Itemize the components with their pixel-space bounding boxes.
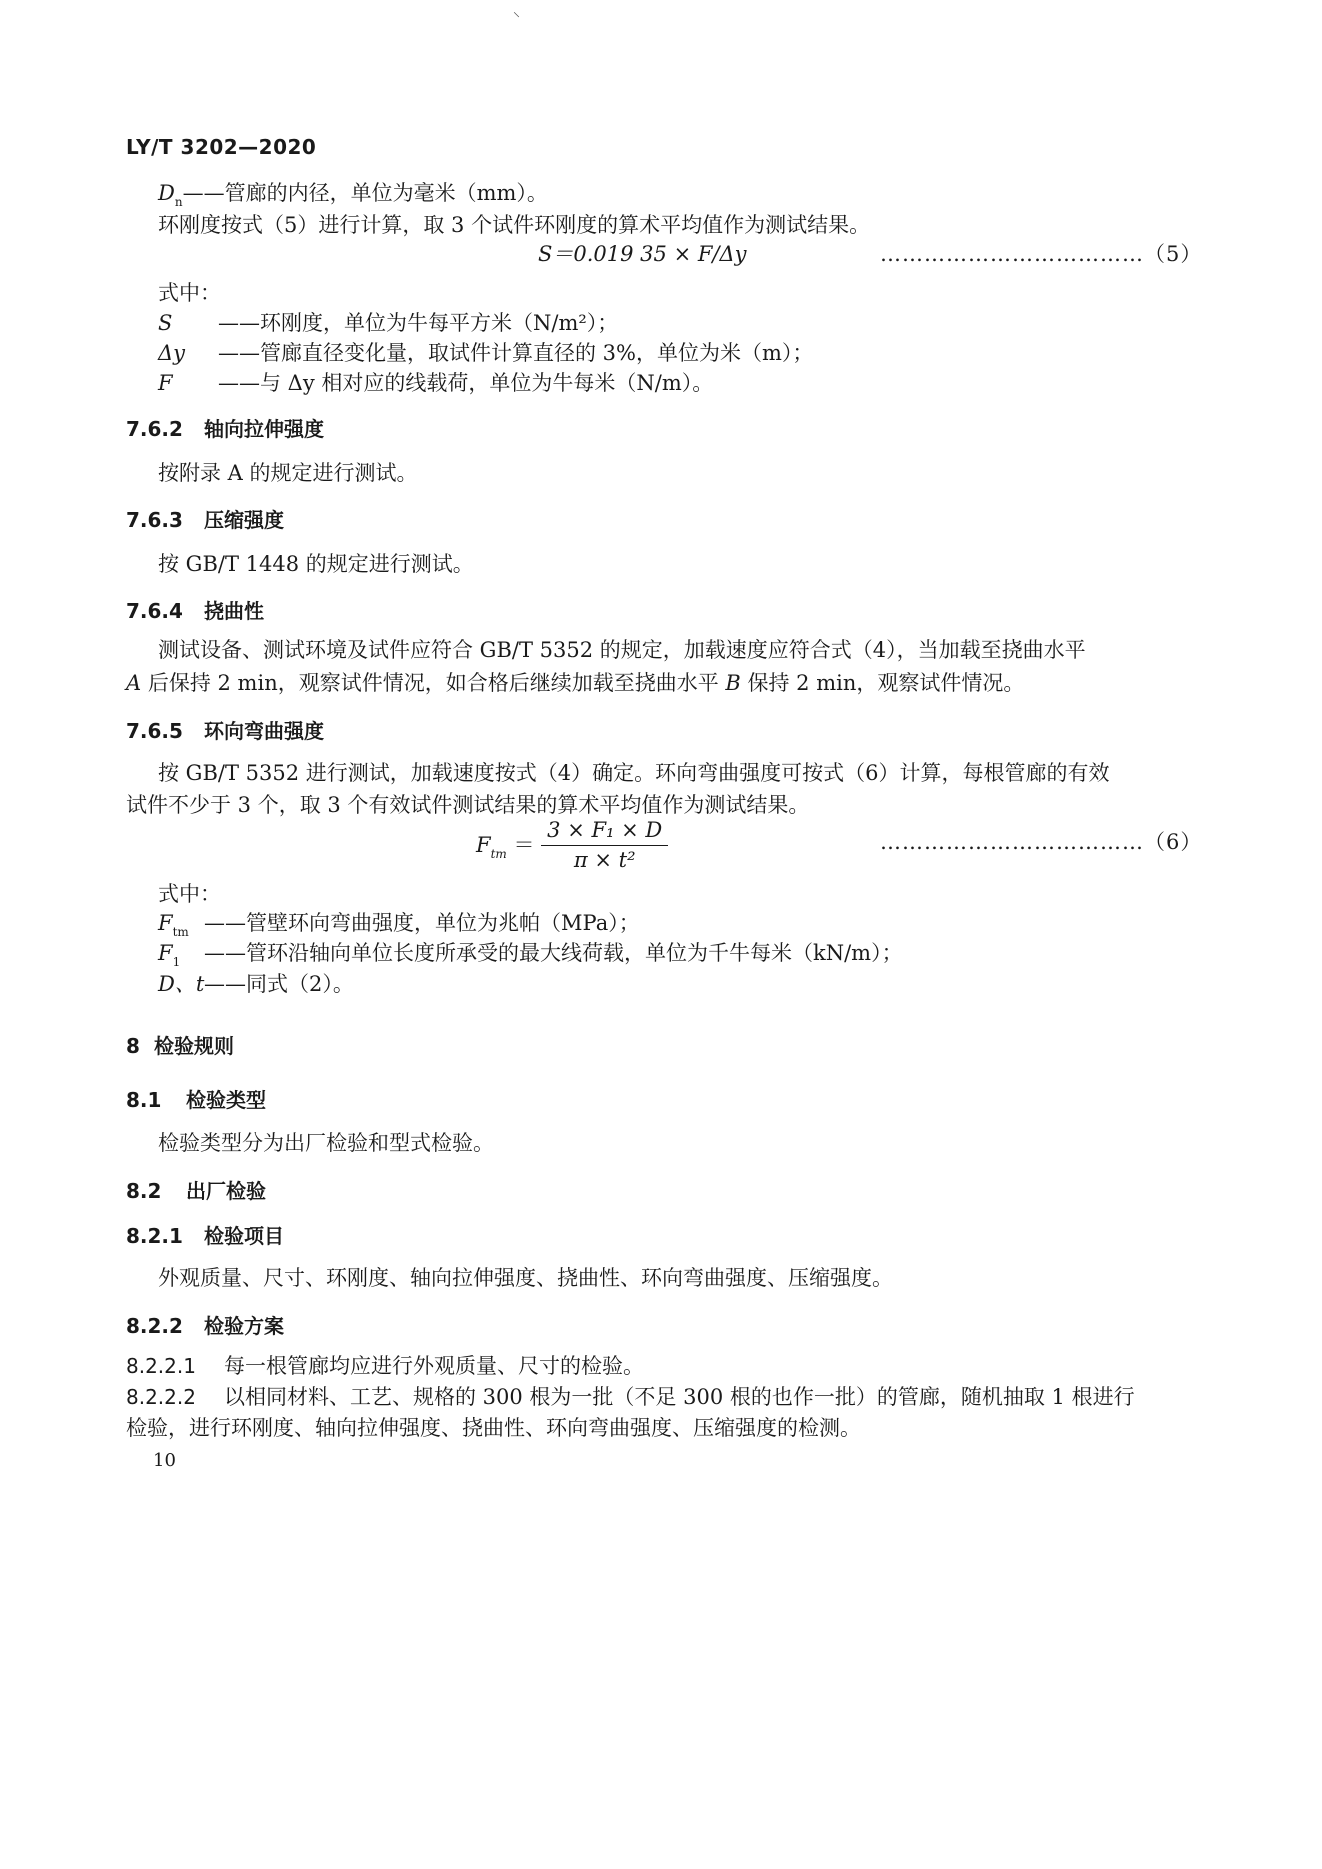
section-title: 检验方案: [204, 1314, 284, 1338]
section-7-6-3-heading: [126, 510, 284, 530]
section-7-6-5-heading: [126, 721, 324, 741]
ring-stiffness-text: 环刚度按式（5）进行计算，取 3 个试件环刚度的算术平均值作为测试结果。: [158, 213, 871, 237]
section-8-heading: [126, 1036, 234, 1056]
formula-5-number: ………………………………（5）: [880, 242, 1203, 266]
section-8-2-1-body: 外观质量、尺寸、环刚度、轴向拉伸强度、挠曲性、环向弯曲强度、压缩强度。: [158, 1266, 893, 1290]
section-8-2-2-1: [126, 1356, 644, 1377]
where-label-1: 式中：: [158, 281, 221, 305]
dn-text: ——管廊的内径，单位为毫米（mm）。: [182, 181, 548, 205]
section-title: 出厂检验: [186, 1179, 266, 1203]
section-number: 7.6.5: [126, 719, 183, 743]
def-dt: [158, 974, 354, 995]
def-text: ——环刚度，单位为牛每平方米（N/m²）；: [218, 311, 619, 335]
def-text: ——同式（2）。: [204, 972, 354, 996]
dn-subscript: n: [174, 195, 183, 209]
section-7-6-4-line-2: [126, 673, 1024, 694]
section-7-6-5-line-1: 按 GB/T 5352 进行测试，加载速度按式（4）确定。环向弯曲强度可按式（6）计算，每根管廊的有效: [158, 761, 1110, 785]
def-symbol: Δy: [158, 341, 186, 365]
section-7-6-4-line-1: 测试设备、测试环境及试件应符合 GB/T 5352 的规定，加载速度应符合式（4），当加载至挠曲水平: [158, 638, 1086, 662]
section-number: 8.2.2.2: [126, 1385, 196, 1409]
def-s: [158, 313, 618, 334]
def-text: ——与 Δy 相对应的线载荷，单位为牛每米（N/m）。: [218, 371, 714, 395]
section-8-2-heading: [126, 1181, 266, 1201]
section-8-2-2-heading: [126, 1316, 284, 1336]
section-body: 每一根管廊均应进行外观质量、尺寸的检验。: [224, 1354, 644, 1378]
def-symbol: S: [158, 311, 173, 335]
dn-definition: [158, 181, 548, 209]
level-a: A: [126, 671, 142, 695]
section-title: 环向弯曲强度: [204, 719, 324, 743]
formula-6-fraction: [541, 820, 668, 871]
def-symbol: [158, 941, 204, 969]
def-symbol: F: [158, 371, 173, 395]
section-number: 8.1: [126, 1088, 162, 1112]
section-title: 检验项目: [204, 1224, 284, 1248]
section-number: 7.6.4: [126, 599, 183, 623]
section-number: 8: [126, 1034, 140, 1058]
symbol: F: [158, 911, 173, 935]
section-7-6-2-heading: [126, 419, 324, 439]
section-number: 7.6.2: [126, 417, 183, 441]
level-b: B: [725, 671, 741, 695]
section-title: 检验规则: [154, 1034, 234, 1058]
subscript: tm: [172, 925, 189, 939]
scan-mark: ⸌: [513, 10, 520, 26]
formula-6-number: ………………………………（6）: [880, 830, 1203, 854]
section-7-6-2-body: 按附录 A 的规定进行测试。: [158, 461, 418, 485]
def-text: ——管环沿轴向单位长度所承受的最大线荷载，单位为千牛每米（kN/m）；: [204, 941, 903, 965]
lhs-symbol: F: [476, 833, 491, 857]
section-8-1-body: 检验类型分为出厂检验和型式检验。: [158, 1131, 494, 1155]
numerator: 3 × F₁ × D: [541, 820, 668, 846]
section-8-2-1-heading: [126, 1226, 284, 1246]
section-title: 挠曲性: [204, 599, 264, 623]
def-symbol: [158, 974, 204, 995]
section-8-2-2-2-line-2: 检验，进行环刚度、轴向拉伸强度、挠曲性、环向弯曲强度、压缩强度的检测。: [126, 1416, 861, 1440]
symbol: D、t: [158, 972, 205, 996]
formula-6-lhs: $F_{tm}$ ＝: [476, 833, 535, 861]
def-f: [158, 373, 713, 394]
section-number: 8.2.2.1: [126, 1354, 196, 1378]
def-dy: [158, 343, 813, 364]
section-number: 8.2.1: [126, 1224, 183, 1248]
page-number: 10: [153, 1450, 176, 1471]
section-title: 检验类型: [186, 1088, 266, 1112]
section-number: 8.2.2: [126, 1314, 183, 1338]
def-text: ——管廊直径变化量，取试件计算直径的 3%，单位为米（m）；: [218, 341, 814, 365]
symbol: F: [158, 941, 173, 965]
line-text: 保持 2 min，观察试件情况。: [740, 671, 1025, 695]
denominator: π × t²: [573, 848, 636, 872]
section-title: 轴向拉伸强度: [204, 417, 324, 441]
section-number: 7.6.3: [126, 508, 183, 532]
section-8-2-2-2-line-1: [126, 1387, 1135, 1408]
section-7-6-4-heading: [126, 601, 264, 621]
formula-6: [476, 820, 668, 871]
formula-5: S＝0.019 35 × F/Δy: [538, 242, 747, 266]
section-7-6-3-body: 按 GB/T 1448 的规定进行测试。: [158, 552, 474, 576]
section-7-6-5-line-2: 试件不少于 3 个，取 3 个有效试件测试结果的算术平均值作为测试结果。: [126, 793, 810, 817]
def-f1: [158, 941, 903, 969]
standard-code: LY/T 3202—2020: [126, 135, 317, 159]
subscript: 1: [172, 955, 181, 969]
section-title: 压缩强度: [204, 508, 284, 532]
where-label-2: 式中：: [158, 882, 221, 906]
line-text: 后保持 2 min，观察试件情况，如合格后继续加载至挠曲水平: [141, 671, 726, 695]
def-ftm: [158, 911, 640, 939]
def-text: ——管壁环向弯曲强度，单位为兆帕（MPa）；: [204, 911, 640, 935]
lhs-subscript: tm: [490, 847, 507, 861]
dn-symbol: D: [158, 181, 175, 205]
section-body: 以相同材料、工艺、规格的 300 根为一批（不足 300 根的也作一批）的管廊，随机抽取 1 根进行: [224, 1385, 1135, 1409]
def-symbol: [158, 911, 204, 939]
section-8-1-heading: [126, 1090, 266, 1110]
section-number: 8.2: [126, 1179, 162, 1203]
